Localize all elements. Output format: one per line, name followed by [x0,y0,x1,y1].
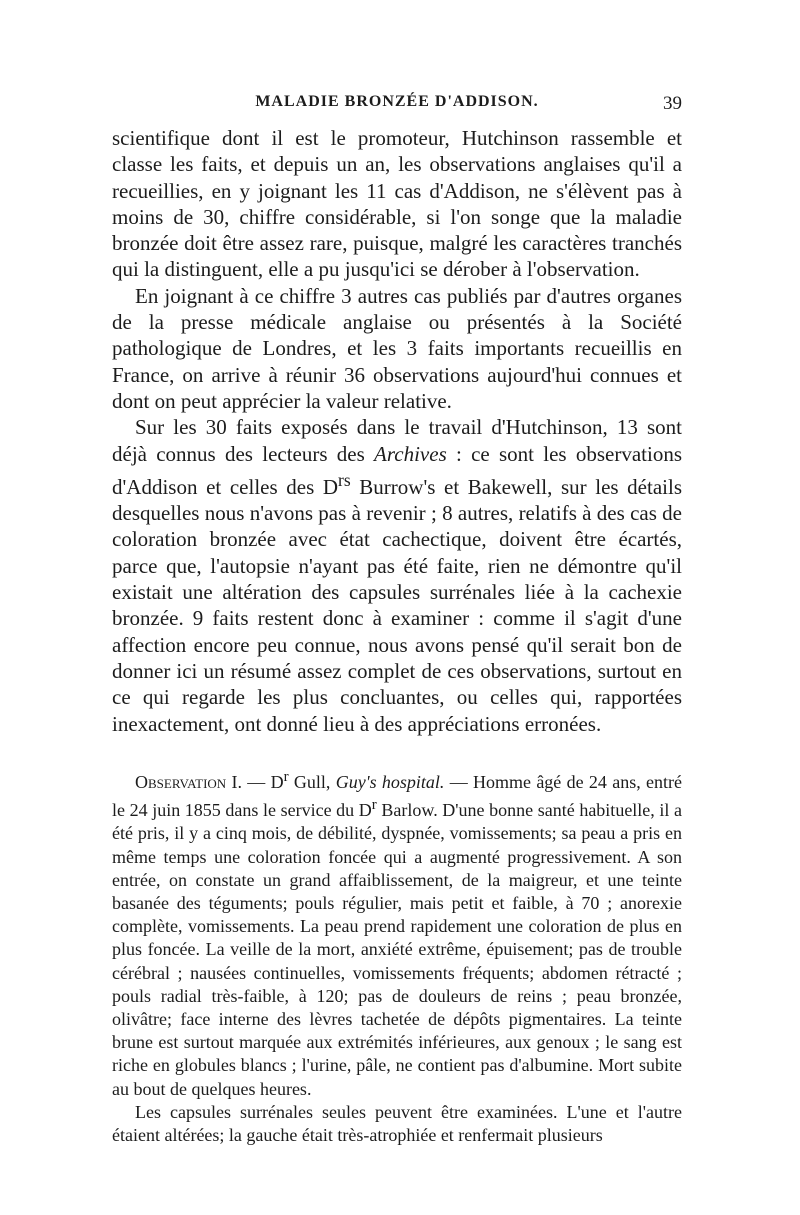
observation-text-a: — Homme âgé de 24 ans, entré le 24 juin 1855 dans le service du D [112,772,682,821]
observation-author: Gull, [288,772,336,792]
observation-text-b: Barlow. D'une bonne santé habituelle, il a été pris, il y a cinq mois, de débilité, dyspnée, vomissements; sa peau a pris en même temps une coloration foncée qui a augmenté progressivement. A son entrée, on constate un grand affaiblissement, de la maigreur, et une teinte basanée des téguments; pouls régulier, mais petit et faible, à 70 ; anorexie complète, vomissements. La peau prend rapidement une coloration de plus en plus foncée. La veille de la mort, anxiété extrême, épuisement; pas de trouble cérébral ; nausées continuelles, vomissements fréquents; abdomen rétracté ; pouls radial très-faible, à 120; pas de douleurs de reins ; peau bronzée, olivâtre; face interne des lèvres tachetée de dépôts pigmentaires. La teinte brune est surtout marquée aux extrémités inférieures, aux genoux ; le sang est riche en globules blancs ; l'urine, pâle, ne contient pas d'albumine. Mort subite au bout de quelques heures. [112,800,682,1099]
running-title: MALADIE BRONZÉE D'ADDISON. [255,93,539,110]
paragraph-1: scientifique dont il est le promoteur, Hutchinson rassemble et classe les faits, et depuis un an, les observations anglaises qu'il a recueillies, en y joignant les 11 cas d'Addison, ne s'élèvent pas à moins de 30, chiffre considérable, si l'on songe que la maladie bronzée doit être assez rare, puisque, malgré les caractères tranchés qui la distinguent, elle a pu jusqu'ici se dérober à l'observation. [112,126,682,282]
main-text [112,125,682,737]
superscript-r-1: r [283,769,289,785]
superscript-r-2: r [371,797,377,814]
observation-paragraph-2: Les capsules surrénales seules peuvent être examinées. L'une et l'autre étaient altérées; la gauche était très-atrophiée et renfermait plusieurs [112,1101,682,1146]
observation-paragraph-1 [112,766,682,1101]
observation-section [112,766,682,1147]
paragraph-3-text-b: : ce sont les observations d'Addison et celles des D [112,441,682,499]
observation-dash: — D [241,772,284,792]
paragraph-3-text-c: Burrow's et Bakewell, sur les détails desquelles nous n'avons pas à revenir ; 8 autres, relatifs à des cas de coloration bronzée avec état cachectique, doivent être écartés, parce que, l'autopsie n'ayant pas été faite, rien ne démontre qu'il existait une altération des capsules surrénales liée à la cachexie bronzée. 9 faits restent donc à examiner : comme il s'agit d'une affection encore peu connue, nous avons pensé qu'il serait bon de donner ici un résumé assez complet de ces observations, surtout en ce qui regarde les plus concluantes, ou celles qui, rapportées inexactement, ont donné lieu à des appréciations erronées. [112,474,682,736]
paragraph-2: En joignant à ce chiffre 3 autres cas publiés par d'autres organes de la presse médicale anglaise ou présentés à la Société pathologique de Londres, et les 3 faits importants recueillis en France, on arrive à réunir 36 observations aujourd'hui connues et dont on peut apprécier la valeur relative. [112,283,682,413]
journal-title: Archives [374,441,447,466]
paragraph-3-text-a: Sur les 30 faits exposés dans le travail d'Hutchinson, 13 sont déjà connus des lecteurs des [112,415,682,466]
observation-source: Guy's hospital. [335,772,445,792]
page-header [112,93,682,123]
paragraph-3 [112,414,682,737]
observation-label: Observation I. [135,772,242,792]
superscript-rs: rs [338,469,351,490]
page-number: 39 [663,93,682,114]
